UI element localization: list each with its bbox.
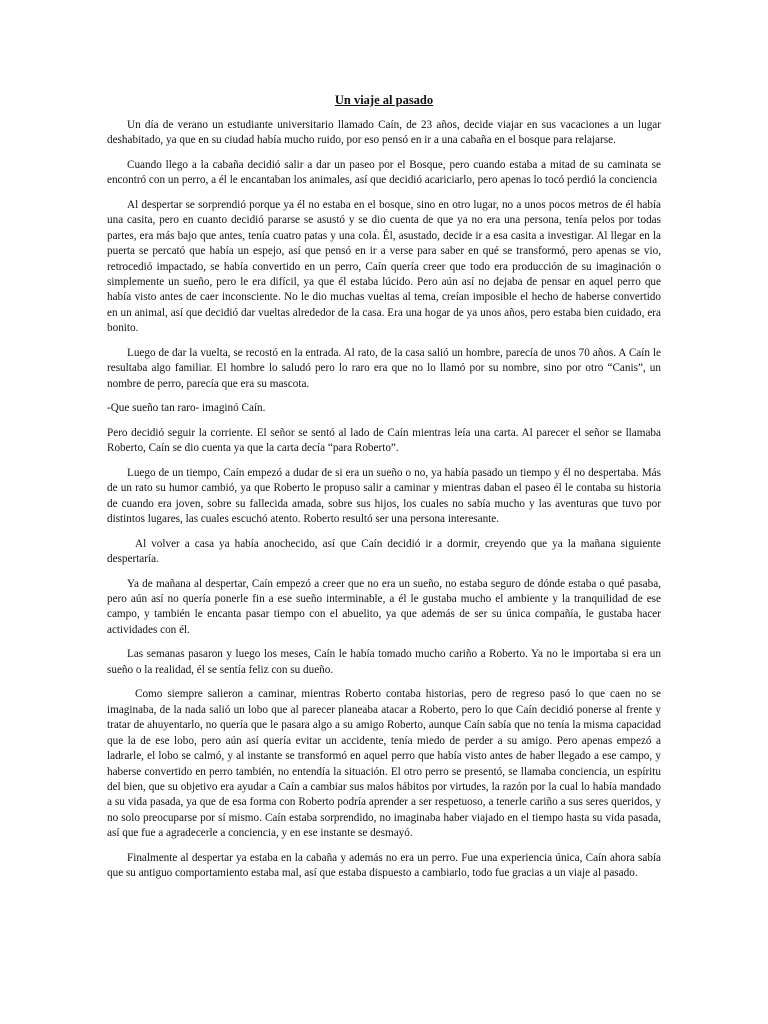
document-body (107, 92, 661, 891)
paragraph-1: Un día de verano un estudiante universitario llamado Caín, de 23 años, decide viajar en sus vacaciones a un lugar deshabitado, ya que en su ciudad había mucho ruido, por eso pensó en ir a una cabaña en el bosque para relajarse. (107, 119, 661, 147)
paragraph-4: Luego de dar la vuelta, se recostó en la entrada. Al rato, de la casa salió un hombre, parecía de unos 70 años. A Caín le resultaba algo familiar. El hombre lo saludó pero lo raro era que no lo llamó por su nombre, sino por otro “Canis”, un nombre de perro, parecía que era su mascota. (107, 346, 661, 390)
paragraph-10: Las semanas pasaron y luego los meses, Caín le había tomado mucho cariño a Roberto. Ya no le importaba si era un sueño o la realidad, él se sentía feliz con su dueño. (107, 648, 661, 676)
paragraph-12: Finalmente al despertar ya estaba en la cabaña y además no era un perro. Fue una experiencia única, Caín ahora sabía que su antiguo comportamiento estaba mal, así que estaba dispuesto a cambiarlo, todo fue gracias a un viaje al pasado. (107, 851, 661, 880)
paragraph-8: Al volver a casa ya había anochecido, así que Caín decidió ir a dormir, creyendo que ya la mañana siguiente despertaría. (107, 537, 661, 566)
paragraph-3: Al despertar se sorprendió porque ya él no estaba en el bosque, sino en otro lugar, no a unos pocos metros de él había una casita, pero en cuanto decidió pararse se asustó y se dio cuenta de que ya no era una persona, tenía pelos por todas partes, era más bajo que antes, tenía cuatro patas y una cola. Él, asustado, decide ir a esa casita a investigar. Al llegar en la puerta se percató que había un espejo, así que pensó en ir a verse para saber en qué se transformó, pero apenas se vio, retrocedió impactado, se había convertido en un perro, Caín quería creer que todo era producción de su imaginación o simplemente un sueño, pero le era difícil, ya que él estaba lúcido. Pero aún así no dejaba de pensar en aquel perro que había visto antes de caer inconsciente. No le dio muchas vueltas al tema, creían imposible el hecho de haberse convertido en un animal, así que decidió dar vueltas alrededor de la casa. Era una hogar de ya unos años, pero estaba bien cuidado, era bonito. (107, 199, 661, 335)
document-title: Un viaje al pasado (334, 93, 434, 107)
paragraph-7: Luego de un tiempo, Caín empezó a dudar de si era un sueño o no, ya había pasado un tiempo y él no despertaba. Más de un rato su humor cambió, ya que Roberto le propuso salir a caminar y mientras daban el paseo él le contaba su historia de cuando era joven, sobre su fallecida amada, sobre sus hijos, los cuales no sabía mucho y las aventuras que tuvo por distintos lugares, las cuales escuchó atento. Roberto resultó ser una persona interesante. (107, 466, 661, 526)
paragraph-5: -Que sueño tan raro- imaginó Caín. (107, 402, 266, 415)
paragraph-6: Pero decidió seguir la corriente. El señor se sentó al lado de Caín mientras leía una carta. Al parecer el señor se llamaba Roberto, Caín se dio cuenta ya que la carta decía “para Roberto”. (107, 426, 661, 455)
paragraph-9: Ya de mañana al despertar, Caín empezó a creer que no era un sueño, no estaba seguro de dónde estaba o qué pasaba, pero aún así no quería ponerle fin a ese sueño interminable, a él le gustaba mucho el ambiente y la tranquilidad de ese campo, y también le encanta pasar tiempo con el abuelito, ya que además de ser su única compañía, le gustaba hacer actividades con él. (107, 577, 661, 636)
paragraph-2: Cuando llego a la cabaña decidió salir a dar un paseo por el Bosque, pero cuando estaba a mitad de su caminata se encontró con un perro, a él le encantaban los animales, así que decidió acariciarlo, pero apenas lo tocó perdió la conciencia (107, 159, 661, 187)
paragraph-11: Como siempre salieron a caminar, mientras Roberto contaba historias, pero de regreso pasó lo que caen no se imaginaba, de la nada salió un lobo que al parecer planeaba atacar a Roberto, pero lo que Caín decidió ponerse al frente y tratar de ahuyentarlo, no quería que le pasara algo a su amigo Roberto, aunque Caín sabía que no tenía la misma capacidad que la de ese lobo, pero aún así quería evitar un accidente, tenía miedo de perder a su amigo. Pero apenas empezó a ladrarle, el lobo se calmó, y al instante se transformó en aquel perro que había visto antes de haber llegado a ese campo, y haberse convertido en perro también, no entendía la situación. El otro perro se presentó, se llamaba conciencia, un espíritu del bien, que su objetivo era ayudar a Caín a cambiar sus malos hábitos por virtudes, la razón por la cual lo había mandado a su vida pasada, ya que de esa forma con Roberto podría aprender a ser respetuoso, a tenerle cariño a sus seres queridos, y no solo preocuparse por sí mismo. Caín estaba sorprendido, no imaginaba haber viajado en el tiempo hasta su vida pasada, así que fue a agradecerle a conciencia, y en ese instante se desmayó. (107, 688, 661, 840)
